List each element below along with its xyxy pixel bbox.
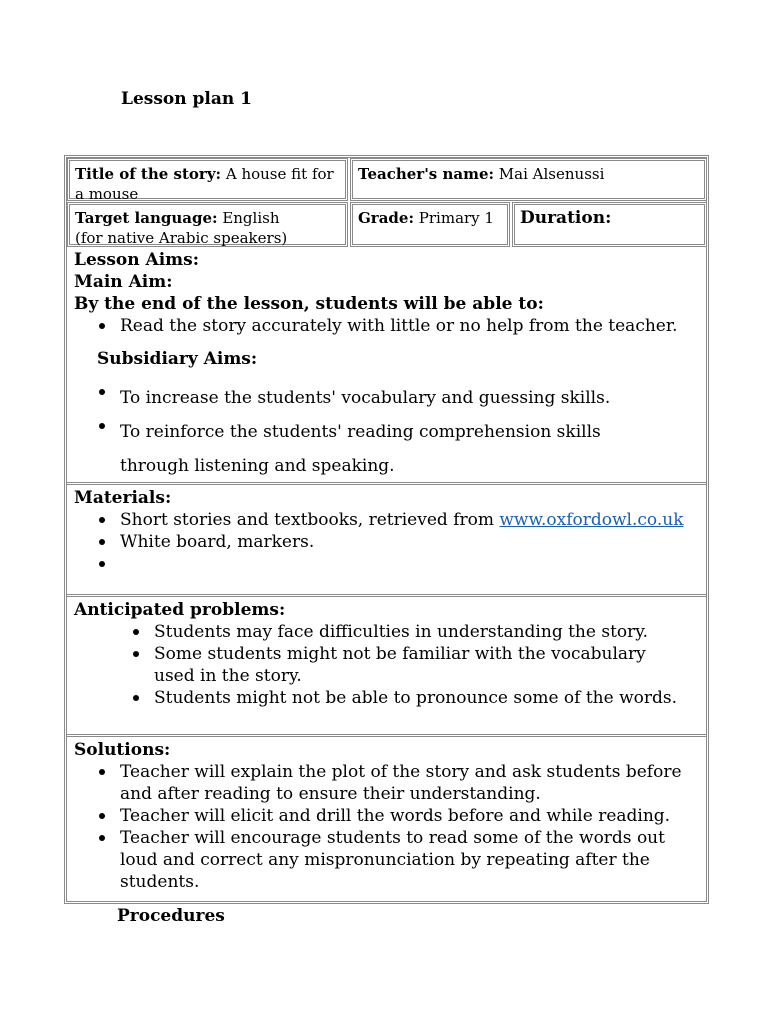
document-title: Lesson plan 1: [121, 89, 252, 109]
materials-list: [74, 509, 699, 575]
duration-label: Duration:: [520, 208, 612, 228]
list-item: Teacher will elicit and drill the words before and while reading.: [74, 805, 691, 827]
target-language-label: Target language:: [75, 209, 218, 227]
grade-value: Primary 1: [414, 209, 494, 227]
teacher-name-value: Mai Alsenussi: [494, 165, 605, 183]
story-title-value: A house fit for a mouse: [75, 165, 334, 203]
list-item: Teacher will explain the plot of the story and ask students before and after reading to ensure their understanding.: [74, 761, 691, 805]
oxfordowl-link[interactable]: www.oxfordowl.co.uk: [499, 510, 684, 530]
main-aim-list: [74, 315, 699, 337]
list-item: Students may face difficulties in understanding the story.: [74, 621, 699, 643]
target-language-value: English: [217, 209, 280, 227]
materials-item-text: Short stories and textbooks, retrieved from: [120, 510, 500, 530]
grade-cell: [350, 202, 510, 247]
subsidiary-aims-heading: Subsidiary Aims:: [97, 349, 258, 369]
lesson-aims-heading: Lesson Aims:: [74, 250, 200, 270]
teacher-name-label: Teacher's name:: [358, 165, 495, 183]
list-item: White board, markers.: [74, 531, 699, 553]
lesson-aims-section: [66, 247, 707, 482]
problems-list: [74, 621, 699, 709]
duration-cell: [512, 202, 707, 247]
main-aim-heading: Main Aim:: [74, 272, 173, 292]
teacher-name-cell: [350, 158, 707, 201]
target-language-cell: [67, 202, 348, 247]
materials-section: [66, 482, 707, 594]
list-item: To increase the students' vocabulary and guessing skills.: [74, 381, 699, 415]
solutions-list: [74, 761, 699, 893]
materials-heading: Materials:: [74, 488, 172, 508]
anticipated-problems-heading: Anticipated problems:: [74, 600, 286, 620]
subsidiary-aims-list: [74, 381, 699, 483]
grade-label: Grade:: [358, 209, 415, 227]
list-item: [74, 509, 699, 531]
list-item: Read the story accurately with little or no help from the teacher.: [74, 315, 699, 337]
aims-intro: By the end of the lesson, students will be able to:: [74, 294, 544, 314]
story-title-cell: [67, 158, 348, 201]
story-title-label: Title of the story:: [75, 165, 222, 183]
list-item: Some students might not be familiar with the vocabulary used in the story.: [74, 643, 699, 687]
procedures-heading: Procedures: [117, 906, 225, 926]
list-item: Teacher will encourage students to read some of the words out loud and correct any mispronunciation by repeating after the students.: [74, 827, 691, 893]
anticipated-problems-section: [66, 594, 707, 734]
solutions-section: [66, 734, 707, 902]
target-language-note: (for native Arabic speakers): [75, 229, 288, 247]
solutions-heading: Solutions:: [74, 740, 171, 760]
list-item: To reinforce the students' reading comprehension skills through listening and speaking.: [74, 415, 699, 483]
list-item: [74, 553, 699, 575]
list-item: Students might not be able to pronounce some of the words.: [74, 687, 699, 709]
